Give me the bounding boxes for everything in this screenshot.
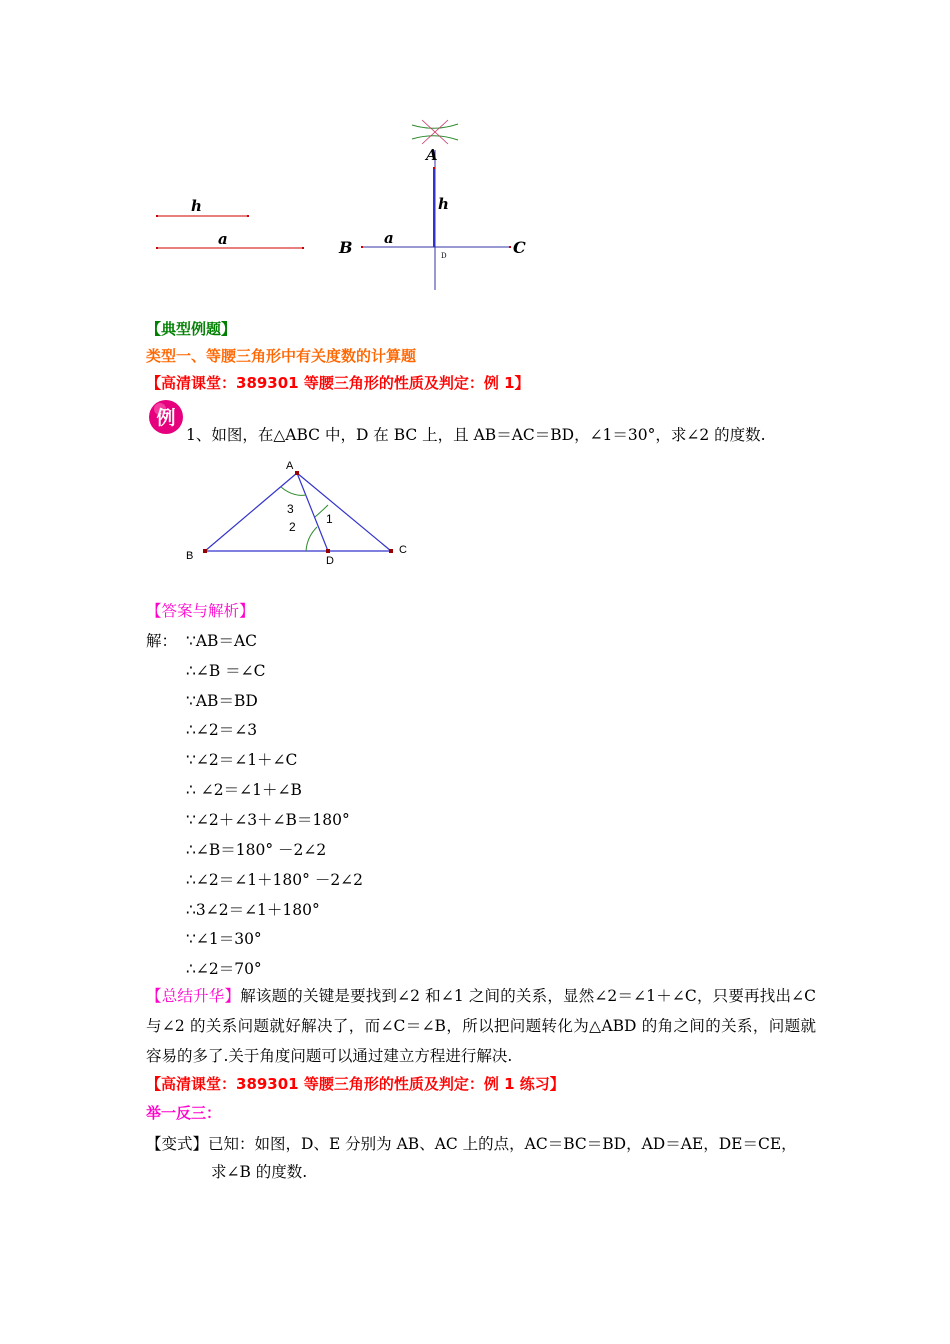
label-a-right: a xyxy=(384,229,394,247)
label-D: D xyxy=(441,252,447,260)
classroom-ref-2: 【高清课堂：389301 等腰三角形的性质及判定：例 1 练习】 xyxy=(146,1075,565,1093)
variant-line-2: 求∠B 的度数. xyxy=(211,1163,308,1181)
tri-label-3: 3 xyxy=(287,502,294,516)
classroom-ref-1: 【高清课堂：389301 等腰三角形的性质及判定：例 1】 xyxy=(146,374,530,392)
answer-step: ∵∠2＝∠1＋∠C xyxy=(186,751,298,769)
answer-heading: 【答案与解析】 xyxy=(146,602,255,620)
variant-line-1 xyxy=(146,1132,797,1154)
summary-text: 解该题的关键是要找到∠2 和∠1 之间的关系，显然∠2＝∠1＋∠C，只要再找出∠C 与∠2 的关系问题就好解决了，而∠C＝∠B，所以把问题转化为△ABD 的角之间的关系，问题就容易的多了.关于角度问题可以通过建立方程进行解决. xyxy=(146,987,816,1065)
tri-label-D: D xyxy=(326,555,334,567)
answer-step: ∵AB＝BD xyxy=(186,692,258,710)
answer-step: ∵AB＝AC xyxy=(186,632,257,650)
type-one-heading: 类型一、等腰三角形中有关度数的计算题 xyxy=(146,347,417,365)
variant-label: 【变式】 xyxy=(146,1135,209,1153)
example-badge-icon xyxy=(146,397,186,437)
label-h-right: h xyxy=(438,195,449,213)
answer-step: ∴3∠2＝∠1＋180° xyxy=(186,901,320,919)
tri-label-B: B xyxy=(186,550,194,562)
answer-step: ∴∠2＝70° xyxy=(186,960,262,978)
label-a-left: a xyxy=(218,230,228,248)
typical-examples-heading: 【典型例题】 xyxy=(146,320,237,338)
problem-text: 1、如图，在△ABC 中，D 在 BC 上，且 AB＝AC＝BD，∠1＝30°，求∠2 的度数. xyxy=(186,426,766,444)
label-C: C xyxy=(513,238,526,257)
construction-figure xyxy=(140,110,560,300)
label-A: A xyxy=(426,146,438,164)
svg-text:例: 例 xyxy=(156,407,176,429)
tri-label-2: 2 xyxy=(289,520,296,534)
tri-label-1: 1 xyxy=(326,512,333,526)
answer-step: ∵∠1＝30° xyxy=(186,930,262,948)
label-B: B xyxy=(339,238,353,257)
answer-lead: 解： xyxy=(146,632,178,650)
answer-step: ∴∠B ＝∠C xyxy=(186,662,266,680)
answer-step: ∴∠2＝∠1＋180° －2∠2 xyxy=(186,871,364,889)
tri-label-C: C xyxy=(399,544,407,556)
tri-label-A: A xyxy=(286,460,294,472)
triangle-figure xyxy=(180,455,420,570)
answer-step: ∴∠2＝∠3 xyxy=(186,721,258,739)
answer-step: ∵∠2＋∠3＋∠B＝180° xyxy=(186,811,350,829)
variant-text: 已知：如图，D、E 分别为 AB、AC 上的点，AC＝BC＝BD，AD＝AE，DE＝CE， xyxy=(208,1135,797,1153)
answer-step: ∴∠B＝180° －2∠2 xyxy=(186,841,327,859)
summary-label: 【总结升华】 xyxy=(146,987,241,1005)
practice-heading: 举一反三： xyxy=(146,1104,222,1122)
summary-paragraph xyxy=(146,981,816,1071)
answer-step: ∴ ∠2＝∠1＋∠B xyxy=(186,781,302,799)
label-h-left: h xyxy=(191,197,202,215)
